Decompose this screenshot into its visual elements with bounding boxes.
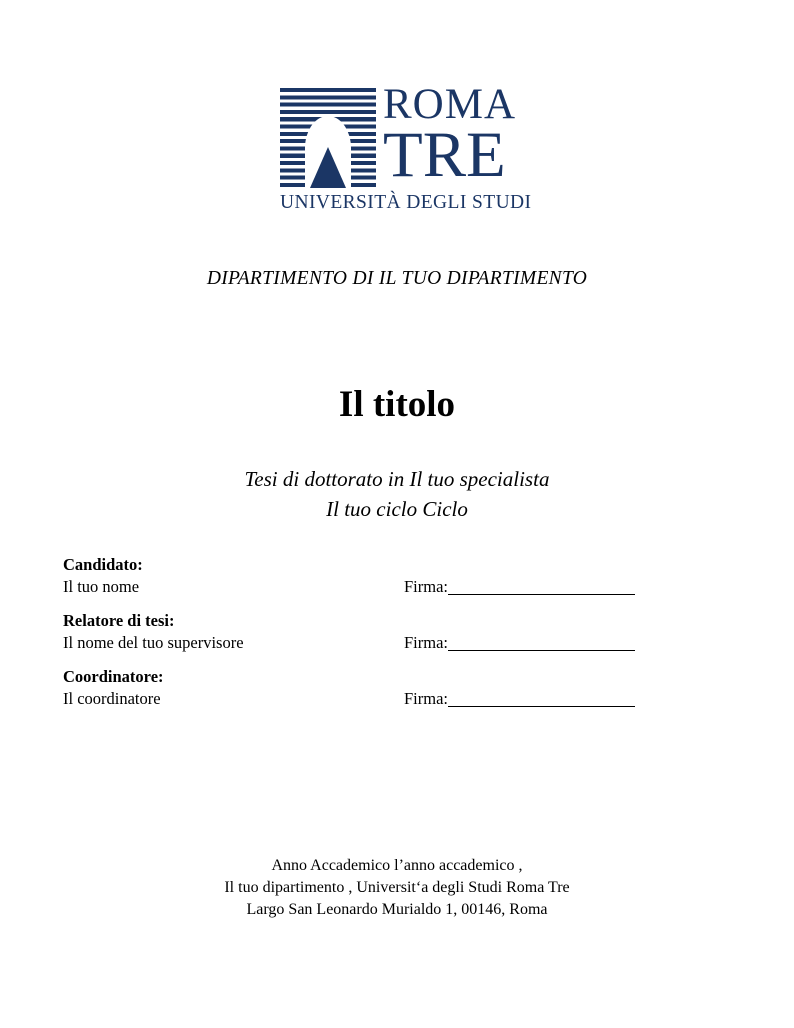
signature-row-coordinatore <box>63 666 635 710</box>
footer-line-address: Largo San Leonardo Murialdo 1, 00146, Roma <box>246 901 548 918</box>
signature-firma <box>404 688 635 710</box>
department-line: DIPARTIMENTO DI IL TUO DIPARTIMENTO <box>206 268 588 289</box>
signature-row-candidato <box>63 554 635 598</box>
signature-block <box>63 554 635 722</box>
signature-left <box>63 666 164 710</box>
arch-shape <box>305 116 351 189</box>
footer-line-academic-year: Anno Accademico l’anno accademico , <box>271 857 523 874</box>
signature-role-label: Coordinatore: <box>63 667 164 686</box>
romatre-emblem-icon <box>280 88 376 189</box>
logo-subtitle: UNIVERSITÀ DEGLI STUDI <box>280 192 532 213</box>
signature-left <box>63 554 143 598</box>
signature-firma <box>404 576 635 598</box>
footer-line-department-university: Il tuo dipartimento , Universit‘a degli Studi Roma Tre <box>224 879 570 896</box>
signature-line <box>448 581 635 595</box>
triangle-shape <box>310 147 346 188</box>
signature-name: Il tuo nome <box>63 577 140 596</box>
thesis-subtitle-line1: Tesi di dottorato in Il tuo specialista <box>244 467 550 491</box>
logo-wordmark <box>383 81 517 191</box>
university-logo <box>280 81 532 214</box>
thesis-subtitle-line2: Il tuo ciclo Ciclo <box>326 497 468 521</box>
signature-name: Il coordinatore <box>63 689 161 708</box>
thesis-title: Il titolo <box>338 384 456 425</box>
signature-role-label: Candidato: <box>63 555 143 574</box>
signature-role-label: Relatore di tesi: <box>63 611 175 630</box>
logo-wordmark-tre: TRE <box>383 118 506 191</box>
firma-label: Firma: <box>404 633 448 652</box>
logo-row <box>280 81 517 191</box>
logo-wordmark-roma: ROMA <box>383 81 517 128</box>
firma-label: Firma: <box>404 577 448 596</box>
signature-line <box>448 693 635 707</box>
signature-firma <box>404 632 635 654</box>
signature-name: Il nome del tuo supervisore <box>63 633 244 652</box>
signature-line <box>448 637 635 651</box>
firma-label: Firma: <box>404 689 448 708</box>
signature-left <box>63 610 244 654</box>
signature-row-relatore <box>63 610 635 654</box>
footer <box>0 855 794 921</box>
